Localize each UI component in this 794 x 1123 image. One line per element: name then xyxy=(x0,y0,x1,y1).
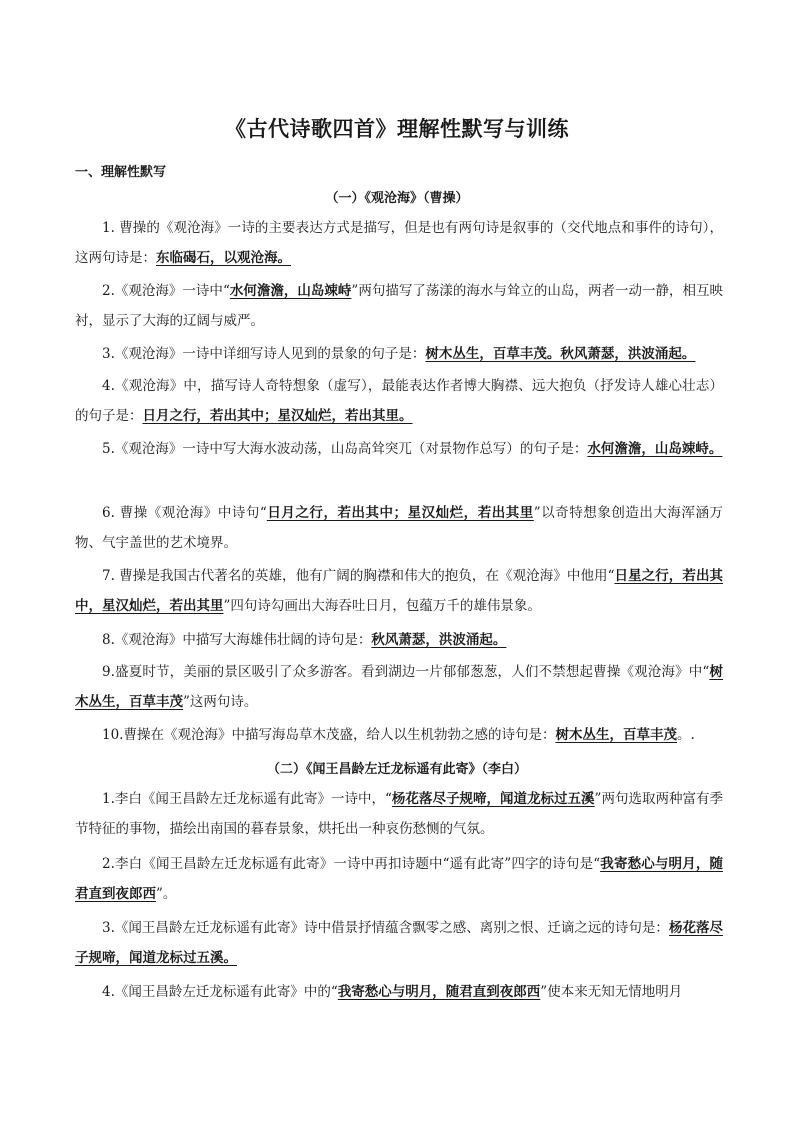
answer-text: 杨花落尽子规啼，闻道龙标过五溪。 xyxy=(75,920,723,966)
section-heading: 一、理解性默写 xyxy=(75,165,167,180)
question-text: 3.《闻王昌龄左迁龙标遥有此寄》诗中借景抒情蕴含飘零之感、离别之恨、迁谪之远的诗句是： xyxy=(102,920,669,936)
question-text-tail: 。. xyxy=(676,727,695,743)
answer-text: 东临碣石，以观沧海。 xyxy=(156,250,291,266)
question-text: 4.《闻王昌龄左迁龙标遥有此寄》中的“ xyxy=(102,984,338,1000)
answer-text: 树木丛生，百草丰茂 xyxy=(75,664,724,710)
answer-text: 日星之行，若出其中，星汉灿烂，若出其里 xyxy=(75,568,724,614)
question-text: 4.《观沧海》中，描写诗人奇特想象（虚写），最能表达作者博大胸襟、远大抱负（抒发诗人雄心壮志）的句子是： xyxy=(75,378,723,424)
question-text: 2.《观沧海》一诗中“ xyxy=(102,283,230,299)
question-li-3 xyxy=(75,913,723,973)
answer-text: 杨花落尽子规啼，闻道龙标过五溪 xyxy=(391,791,595,807)
question-2 xyxy=(75,276,723,336)
question-text-tail: ”使本来无知无情地明月 xyxy=(540,984,683,1000)
question-4 xyxy=(75,371,723,431)
answer-text: 水何澹澹，山岛竦峙 xyxy=(229,283,352,299)
answer-text: 秋风萧瑟，洪波涌起。 xyxy=(371,632,507,648)
answer-text: 树木丛生，百草丰茂 xyxy=(555,727,677,743)
question-text: 1. 曹操的《观沧海》一诗的主要表达方式是描写，但是也有两句诗是叙事的（交代地点和事件的诗句），这两句诗是： xyxy=(75,220,723,266)
question-6 xyxy=(75,498,723,558)
question-8 xyxy=(75,625,723,655)
question-li-1 xyxy=(75,784,723,844)
answer-text: 水何澹澹，山岛竦峙。 xyxy=(587,441,723,457)
question-text: 10.曹操在《观沧海》中描写海岛草木茂盛，给人以生机勃勃之感的诗句是： xyxy=(102,727,556,743)
subsection-heading-guancanghai: （一）《观沧海》（曹操） xyxy=(325,191,469,206)
question-1 xyxy=(75,213,723,273)
question-text: 5.《观沧海》一诗中写大海水波动荡，山岛高耸突兀（对景物作总写）的句子是： xyxy=(102,441,588,457)
subsection-heading-libai: （二）《闻王昌龄左迁龙标遥有此寄》（李白） xyxy=(266,762,527,777)
question-text: 1.李白《闻王昌龄左迁龙标遥有此寄》一诗中，“ xyxy=(102,791,392,807)
question-text-tail: ”两句描写了荡漾的海水与耸立的山岛，两者一动一静，相互映衬，显示了大海的辽阔与威严。 xyxy=(75,283,723,329)
question-text-tail: ”这两句诗。 xyxy=(183,694,258,710)
question-text: 8.《观沧海》中描写大海雄伟壮阔的诗句是： xyxy=(102,632,372,648)
question-text-tail: ”。 xyxy=(156,886,177,902)
question-5 xyxy=(75,434,723,464)
question-7 xyxy=(75,561,723,621)
question-text: 7. 曹操是我国古代著名的英雄，他有广阔的胸襟和伟大的抱负，在《观沧海》中他用“ xyxy=(102,568,615,584)
question-9 xyxy=(75,657,723,717)
question-li-4 xyxy=(75,977,723,1007)
question-10 xyxy=(75,720,723,750)
question-text: 6. 曹操《观沧海》中诗句“ xyxy=(102,505,267,521)
question-text: 9.盛夏时节，美丽的景区吸引了众多游客。看到湖边一片郁郁葱葱，人们不禁想起曹操《观沧海》中“ xyxy=(102,664,710,680)
answer-text: 日月之行，若出其中；星汉灿烂，若出其里 xyxy=(266,505,534,521)
question-text-tail: ”两句选取两种富有季节特征的事物，描绘出南国的暮春景象，烘托出一种哀伤愁恻的气氛。 xyxy=(75,791,723,837)
answer-text: 日月之行，若出其中；星汉灿烂，若出其里。 xyxy=(142,408,413,424)
question-text-tail: ”四句诗勾画出大海吞吐日月，包蕴万千的雄伟景象。 xyxy=(223,598,541,614)
answer-text: 我寄愁心与明月，随君直到夜郎西 xyxy=(337,984,541,1000)
question-3 xyxy=(75,339,723,369)
question-text: 2.李白《闻王昌龄左迁龙标遥有此寄》一诗中再扣诗题中“遥有此寄”四字的诗句是“ xyxy=(102,856,601,872)
question-text: 3.《观沧海》一诗中详细写诗人见到的景象的句子是： xyxy=(102,346,426,362)
question-li-2 xyxy=(75,849,723,909)
question-text-tail: ”以奇特想象创造出大海浑涵万物、气宇盖世的艺术境界。 xyxy=(75,505,723,551)
document-title: 《古代诗歌四首》理解性默写与训练 xyxy=(225,117,569,141)
answer-text: 我寄愁心与明月，随君直到夜郎西 xyxy=(75,856,723,902)
answer-text: 树木丛生，百草丰茂。秋风萧瑟，洪波涌起。 xyxy=(425,346,696,362)
